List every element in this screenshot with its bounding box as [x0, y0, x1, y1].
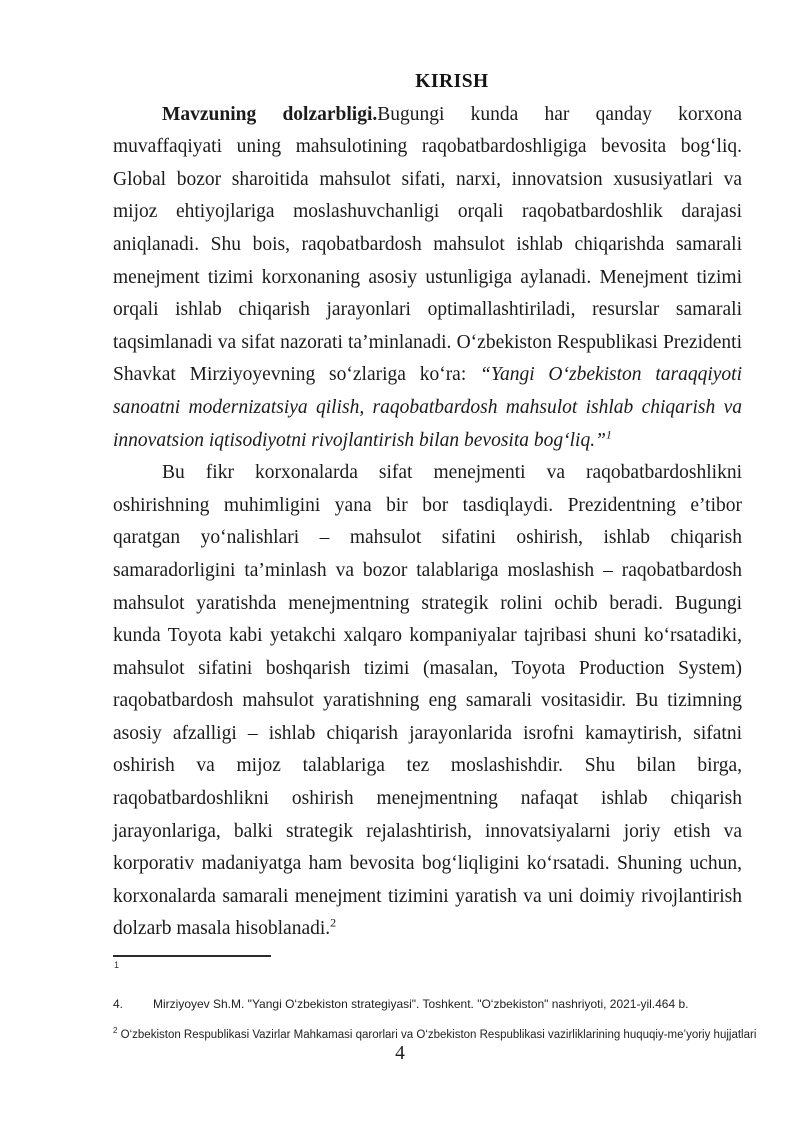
paragraph-introduction	[113, 99, 742, 458]
page-title: KIRISH	[415, 71, 489, 92]
paragraph-body-text: Bu fikr korxonalarda sifat menejmenti va raqobatbardoshlikni oshirishning muhimligini yana bir bor tasdiqlaydi. Prezidentning e’tibor qaratgan yo‘nalishlari – mahsulot sifatini oshirish, ishlab chiqarish samaradorligini ta’minlash va bozor talablariga moslashish – raqobatbardosh mahsulot yaratishda menejmentning strategik rolini ochib beradi. Bugungi kunda Toyota kabi yetakchi xalqaro kompaniyalar tajribasi shuni ko‘rsatadiki, mahsulot sifatini boshqarish tizimi (masalan, Toyota Production System) raqobatbardosh mahsulot yaratishning eng samarali vositasidir. Bu tizimning asosiy afzalligi – ishlab chiqarish jarayonlarida isrofni kamaytirish, sifatni oshirish va mijoz talablariga tez moslashishdir. Shu bilan birga, raqobatbardoshlikni oshirish menejmentning nafaqat ishlab chiqarish jarayonlariga, balki strategik rejalashtirish, innovatsiyalarni joriy etish va korporativ madaniyatga ham bevosita bog‘liqligini ko‘rsatadi. Shuning uchun, korxonalarda samarali menejment tizimini yaratish va uni doimiy rivojlantirish dolzarb masala hisoblanadi.	[113, 462, 742, 940]
footnote-item	[113, 997, 753, 1012]
footnote-item-text: O‘zbekiston Respublikasi Vazirlar Mahkamasi qarorlari va O‘zbekiston Respublikasi vazirliklarining huquqiy-me’yoriy hujjatlari	[117, 1029, 757, 1041]
paragraph-discussion	[113, 457, 742, 946]
paragraph-lead-bold: Mavzuning dolzarbligi.	[162, 103, 378, 125]
footnote-item-text: Mirziyoyev Sh.M. "Yangi O‘zbekiston strategiyasi". Toshkent. "O‘zbekiston" nashriyoti, 2021-yil.464 b.	[153, 997, 689, 1011]
paragraph-body-text: Bugungi kunda har qanday korxona muvaffaqiyati uning mahsulotining raqobatbardoshligiga bevosita bog‘liq. Global bozor sharoitida mahsulot sifati, narxi, innovatsion xususiyatlari va mijoz ehtiyojlariga moslashuvchanligi orqali raqobatbardoshlik darajasi aniqlanadi. Shu bois, raqobatbardosh mahsulot ishlab chiqarishda samarali menejment tizimi korxonaning asosiy ustunligiga aylanadi. Menejment tizimi orqali ishlab chiqarish jarayonlari optimallashtiriladi, resurslar samarali taqsimlanadi va sifat nazorati ta’minlanadi. O‘zbekiston Respublikasi Prezidenti Shavkat Mirziyoyevning so‘zlariga ko‘ra:	[113, 103, 743, 386]
footnote-marker-1: 1	[114, 960, 120, 970]
footnote-reference-1: 1	[605, 427, 612, 442]
page-number: 4	[395, 1043, 405, 1064]
footnote-separator-line	[113, 955, 271, 957]
footnote-item	[113, 1028, 773, 1042]
footnote-item-marker: 2	[113, 1026, 118, 1036]
president-quote-italic: “Yangi O‘zbekiston taraqqiyoti sanoatni modernizatsiya qilish, raqobatbardosh mahsulot ishlab chiqarish va innovatsion iqtisodiyotni rivojlantirish bilan bevosita bog‘liq.”	[113, 364, 742, 451]
footnote-item-number: 4.	[113, 997, 124, 1011]
footnote-reference-2: 2	[330, 915, 337, 930]
